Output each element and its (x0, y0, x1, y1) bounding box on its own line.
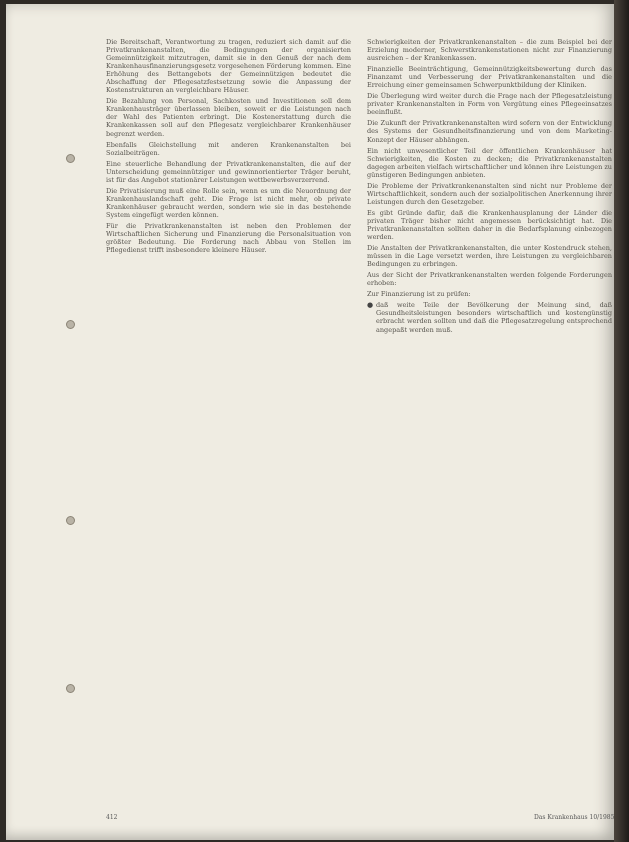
paragraph: Es gibt Gründe dafür, daß die Krankenhausplanung der Länder die privaten Träger bisher nicht angemessen berücksichtigt hat. Die Privatkrankenanstalten sollten daher in die Bedarfsplanung einbezogen werden. (367, 208, 612, 242)
paragraph: Eine steuerliche Behandlung der Privatkrankenanstalten, die auf der Unterscheidung gemeinnütziger und gewinnorientierter Träger beruht, ist für das Angebot stationärer Leistungen wettbewerbsverzerrend. (106, 159, 351, 184)
paragraph: Die Bezahlung von Personal, Sachkosten und Investitionen soll dem Krankenhausträger überlassen bleiben, soweit er die Leistungen nach der Wahl des Patienten erbringt. Die Kostenerstattung durch die Krankenkassen soll auf den Pflegesatz vergleichbarer Krankenhäuser begrenzt werden. (106, 97, 351, 138)
paragraph: Die Bereitschaft, Verantwortung zu tragen, reduziert sich damit auf die Privatkrankenanstalten, die Bedingungen der organisierten Gemeinnützigkeit mitzutragen, damit sie in den Genuß der nach dem Krankenhausfinanzierungsgesetz vorgesehenen Förderung kommen. Eine Erhöhung des Bettangebots der Gemeinnützigen bedeutet die Abschaffung der Pflegesatzfestsetzung sowie die Anpassung der Kostenstrukturen an vergleichbare Häuser. (106, 38, 351, 95)
page-number: 412 (106, 814, 118, 821)
journal-footer: Das Krankenhaus 10/1985 (534, 814, 615, 821)
binder-hole (66, 320, 75, 329)
paragraph: Die Privatisierung muß eine Rolle sein, wenn es um die Neuordnung der Krankenhauslandschaft geht. Die Frage ist nicht mehr, ob private Krankenhäuser gebraucht werden, sondern wie sie in das bestehende System eingefügt werden können. (106, 186, 351, 219)
paragraph: Die Zukunft der Privatkrankenanstalten wird sofern von der Entwicklung des Systems der Gesundheitsfinanzierung und von dem Marketing-Konzept der Häuser abhängen. (367, 119, 612, 144)
paragraph: Finanzielle Beeinträchtigung, Gemeinnützigkeitsbewertung durch das Finanzamt und Verbesserung der Privatkrankenanstalten und die Erreichung einer gemeinsamen Schwerpunktbildung der Kliniken. (367, 65, 612, 90)
bullet-item (367, 301, 612, 334)
paragraph: Aus der Sicht der Privatkrankenanstalten werden folgende Forderungen erhoben: (367, 271, 612, 288)
scan-shadow-edge (614, 0, 629, 842)
paragraph: Für die Privatkrankenanstalten ist neben den Problemen der Wirtschaftlichen Sicherung und Finanzierung die Personalsituation von größter Bedeutung. Die Forderung nach Abbau von Stellen im Pflegedienst trifft insbesondere kleinere Häuser. (106, 221, 351, 255)
paragraph: Ein nicht unwesentlicher Teil der öffentlichen Krankenhäuser hat Schwierigkeiten, die Kosten zu decken; die Privatkrankenanstalten dagegen arbeiten vielfach wirtschaftlicher und können ihre Leistungen zu günstigeren Bedingungen anbieten. (367, 146, 612, 179)
paragraph: Die Probleme der Privatkrankenanstalten sind nicht nur Probleme der Wirtschaftlichkeit, sondern auch der sozialpolitischen Anerkennung ihrer Leistungen durch den Gesetzgeber. (367, 181, 612, 206)
paragraph: Schwierigkeiten der Privatkrankenanstalten – die zum Beispiel bei der Erzielung moderner, Schwerstkrankenstationen nicht zur Finanzierung ausreichen – der Krankenkassen. (367, 38, 612, 63)
paragraph: Die Überlegung wird weiter durch die Frage nach der Pflegesatzleistung privater Krankenanstalten in Form von Vergütung eines Pflegeeinsatzes beeinflußt. (367, 92, 612, 117)
binder-hole (66, 684, 75, 693)
left-text-column (106, 38, 351, 257)
bullet-list (367, 301, 612, 333)
paragraph: Ebenfalls Gleichstellung mit anderen Krankenanstalten bei Sozialbeiträgen. (106, 140, 351, 157)
binder-hole (66, 154, 75, 163)
bullet-text: daß weite Teile der Bevölkerung der Meinung sind, daß Gesundheitsleistungen besonders wirtschaftlich und kostengünstig erbracht werden sollten und daß die Pflegesatzregelung entsprechend angepaßt werden muß. (376, 301, 612, 334)
right-text-column (367, 38, 612, 337)
paragraph: Zur Finanzierung ist zu prüfen: (367, 290, 471, 299)
paragraph: Die Anstalten der Privatkrankenanstalten, die unter Kostendruck stehen, müssen in die Lage versetzt werden, ihre Leistungen zu vergleichbaren Bedingungen zu erbringen. (367, 244, 612, 269)
binder-hole (66, 516, 75, 525)
bullet-icon: ● (367, 301, 374, 310)
